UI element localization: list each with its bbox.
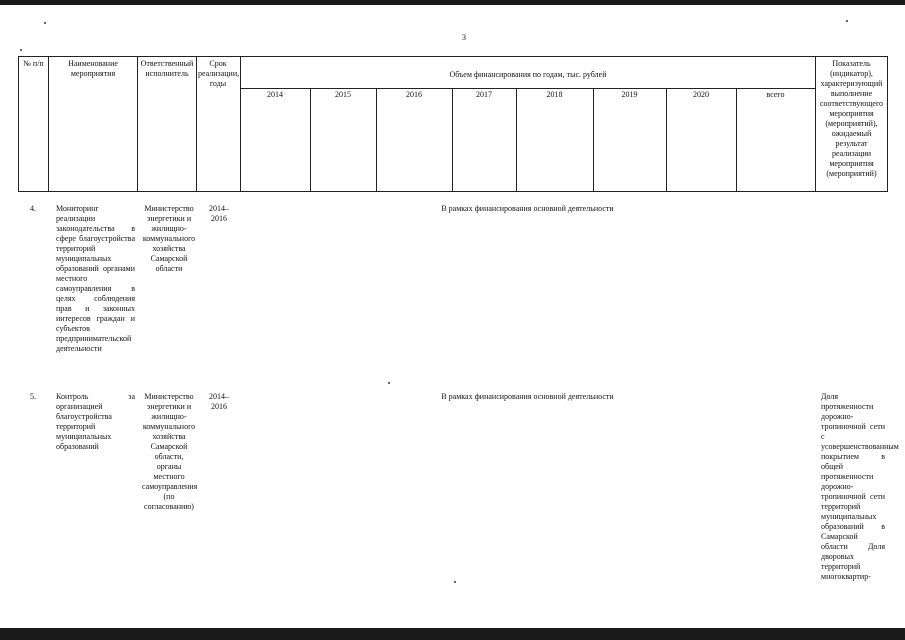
header-year: 2017 <box>476 90 492 99</box>
row-name: Мониторинг реализации законодательства в сфере благоустройства территорий муниципальных образований органами местного самоуправления в целях соблюдения прав и законных интересов граждан и субъектов предпринимательской деятельности <box>56 204 135 353</box>
col-divider <box>593 88 594 192</box>
header-indicator: Показатель (индикатор), характеризующий выполнение соответствующего мероприятия (мероприятий), ожидаемый результат реализации мероприятия (мероприятий) <box>819 59 884 178</box>
header-year: 2015 <box>335 90 351 99</box>
scan-speck <box>20 49 22 51</box>
col-divider <box>310 88 311 192</box>
row-term: 2014–2016 <box>209 204 229 223</box>
scan-bottom-edge <box>0 628 905 640</box>
header-year: 2019 <box>621 90 638 99</box>
scan-speck <box>454 581 456 583</box>
row-responsible: Министерство энергетики и жилищно-коммунального хозяйства Самарской области, органы местного самоуправления (по согласованию) <box>142 392 198 511</box>
col-divider <box>736 88 737 192</box>
col-divider <box>137 56 138 192</box>
col-divider <box>48 56 49 192</box>
row-responsible: Министерство энергетики и жилищно-коммунального хозяйства Самарской области <box>142 204 196 273</box>
header-year: 2020 <box>693 90 709 99</box>
header-responsible: Ответственный исполнитель <box>140 59 194 78</box>
col-divider <box>240 56 241 192</box>
header-year: 2014 <box>267 90 283 99</box>
header-name: Наименование мероприятия <box>68 59 118 78</box>
col-divider <box>452 88 453 192</box>
row-number: 4. <box>30 204 36 213</box>
row-funding: В рамках финансирования основной деятельности <box>441 392 614 401</box>
col-divider <box>815 56 816 192</box>
page-number: 3 <box>462 33 466 42</box>
scan-speck <box>44 22 46 24</box>
header-year: 2016 <box>406 90 422 99</box>
col-divider <box>376 88 377 192</box>
header-funding: Объем финансирования по годам, тыс. рублей <box>449 70 607 79</box>
row-number: 5. <box>30 392 36 401</box>
row-term: 2014–2016 <box>209 392 229 411</box>
row-divider <box>240 88 815 89</box>
header-term: Срок реализации, годы <box>198 59 240 88</box>
header-num: № п/п <box>23 59 44 68</box>
scan-speck <box>388 382 390 384</box>
row-name: Контроль за организацией благоустройства территорий муниципальных образований <box>56 392 135 451</box>
row-indicator: Доля протяженности дорожно-тропиночной сети с усовершенствованным покрытием в общей протяженности дорожно-тропиночной сети территорий муниципальных образований в Самарской области Доля дворовых территорий многоквартир- <box>821 392 899 581</box>
row-funding: В рамках финансирования основной деятельности <box>441 204 614 213</box>
col-divider <box>516 88 517 192</box>
scan-top-edge <box>0 0 905 5</box>
header-total: всего <box>766 90 785 99</box>
scan-speck <box>846 20 848 22</box>
col-divider <box>666 88 667 192</box>
col-divider <box>196 56 197 192</box>
header-year: 2018 <box>546 90 563 99</box>
